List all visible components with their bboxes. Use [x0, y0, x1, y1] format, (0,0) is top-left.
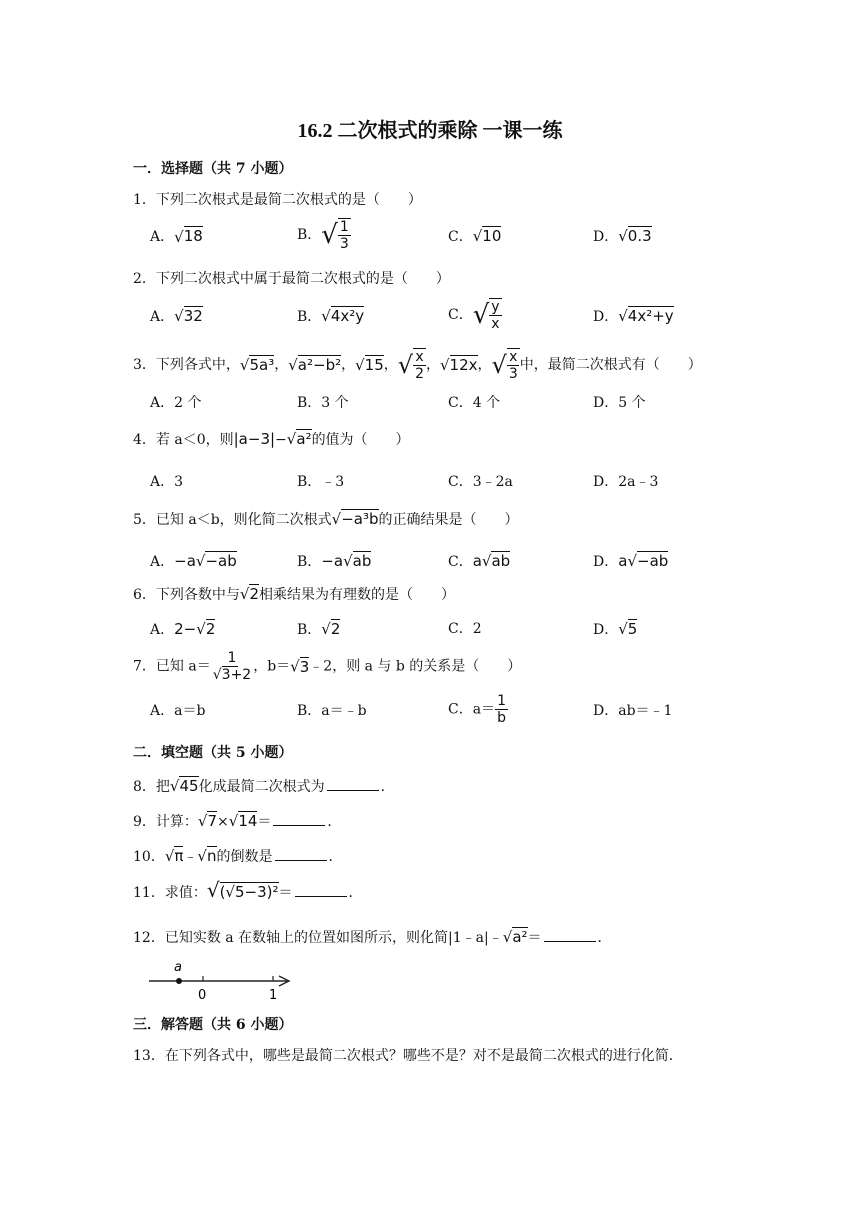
q7-option-d: D．ab＝﹣1: [593, 703, 673, 719]
q1-option-a: A．√18: [150, 227, 203, 246]
q4-option-d: D．2a﹣3: [593, 474, 659, 490]
q2-option-b: B．√4x²y: [297, 307, 365, 325]
section-heading-fill: 二．填空题（共 5 小题）: [133, 745, 293, 761]
section-heading-choice: 一．选择题（共 7 小题）: [133, 161, 293, 177]
q7-stem: 7．已知 a＝ $\frac{1}{√3+2}$ ，b＝√3﹣2，则 a 与 b 的关系是（ ）: [133, 650, 522, 683]
q4-stem: 4．若 a＜0，则|a−3|−√a²的值为（ ）: [133, 430, 410, 448]
q5-option-c: C．a√ab: [448, 552, 511, 570]
tick-one-label: 1: [269, 988, 278, 1002]
q3-option-a: A．2 个: [150, 395, 202, 411]
answer-blank[interactable]: [327, 776, 379, 791]
q5-option-b: B．−a√ab: [297, 552, 372, 570]
q3-stem: 3．下列各式中，√5a³，√a²−b²，√15，√ $\frac{x}{2}$ ，√12x，√ $\frac{x}{3}$ 中，最简二次根式有（ ）: [133, 349, 702, 382]
q12-stem: 12．已知实数 a 在数轴上的位置如图所示，则化简|1﹣a|﹣√a²＝ ．: [133, 928, 612, 946]
q8-stem: 8．把√45化成最简二次根式为 ．: [133, 777, 395, 795]
q10-stem: 10．√π﹣√n的倒数是 ．: [133, 847, 343, 865]
q2-stem: 2．下列二次根式中属于最简二次根式的是（ ）: [133, 271, 450, 287]
answer-blank[interactable]: [295, 882, 347, 897]
q7-option-a: A．a＝b: [150, 703, 206, 719]
q3-option-b: B．3 个: [297, 395, 349, 411]
q1-option-b: B．√ $\frac{1}{3}$: [297, 219, 349, 252]
q4-option-c: C．3﹣2a: [448, 474, 513, 490]
q6-option-d: D．√5: [593, 620, 638, 638]
q5-stem: 5．已知 a＜b，则化简二次根式√−a³b的正确结果是（ ）: [133, 510, 519, 528]
q4-option-a: A．3: [150, 474, 184, 490]
point-a: [176, 978, 182, 984]
q5-option-d: D．a√−ab: [593, 552, 669, 570]
q6-option-c: C．2: [448, 621, 482, 637]
q2-option-a: A．√32: [150, 307, 203, 325]
q4-option-b: B．﹣3: [297, 474, 345, 490]
q7-option-c: C．a＝ $\frac{1}{b}$: [448, 693, 506, 726]
q6-option-b: B．√2: [297, 620, 341, 638]
answer-blank[interactable]: [275, 846, 327, 861]
q6-option-a: A．2−√2: [150, 620, 216, 638]
q3-option-d: D．5 个: [593, 395, 646, 411]
q9-stem: 9．计算：√7×√14＝ ．: [133, 812, 342, 830]
q5-option-a: A．−a√−ab: [150, 552, 237, 570]
section-heading-answer: 三．解答题（共 6 小题）: [133, 1017, 293, 1033]
q7-option-b: B．a＝﹣b: [297, 703, 367, 719]
sqrt: √: [174, 228, 184, 246]
q1-option-c: C．√10: [448, 227, 502, 245]
q6-stem: 6．下列各数中与√2相乘结果为有理数的是（ ）: [133, 585, 456, 603]
number-line-figure: [145, 958, 295, 1002]
answer-blank[interactable]: [273, 811, 325, 826]
tick-zero-label: 0: [198, 988, 207, 1002]
q11-stem: 11．求值：√(√5−3)²＝ ．: [133, 878, 363, 902]
q13-stem: 13．在下列各式中，哪些是最简二次根式？哪些不是？对不是最简二次根式的进行化简．: [133, 1048, 683, 1064]
q1-option-d: D．√0.3: [593, 227, 652, 245]
page-title: 16.2 二次根式的乘除 一课一练: [297, 120, 563, 142]
q2-option-d: D．√4x²+y: [593, 307, 674, 325]
q3-option-c: C．4 个: [448, 395, 501, 411]
q2-option-c: C．√ $\frac{y}{x}$: [448, 299, 500, 332]
point-a-label: a: [174, 960, 182, 975]
answer-blank[interactable]: [544, 927, 596, 942]
q1-stem: 1．下列二次根式是最简二次根式的是（ ）: [133, 192, 422, 208]
